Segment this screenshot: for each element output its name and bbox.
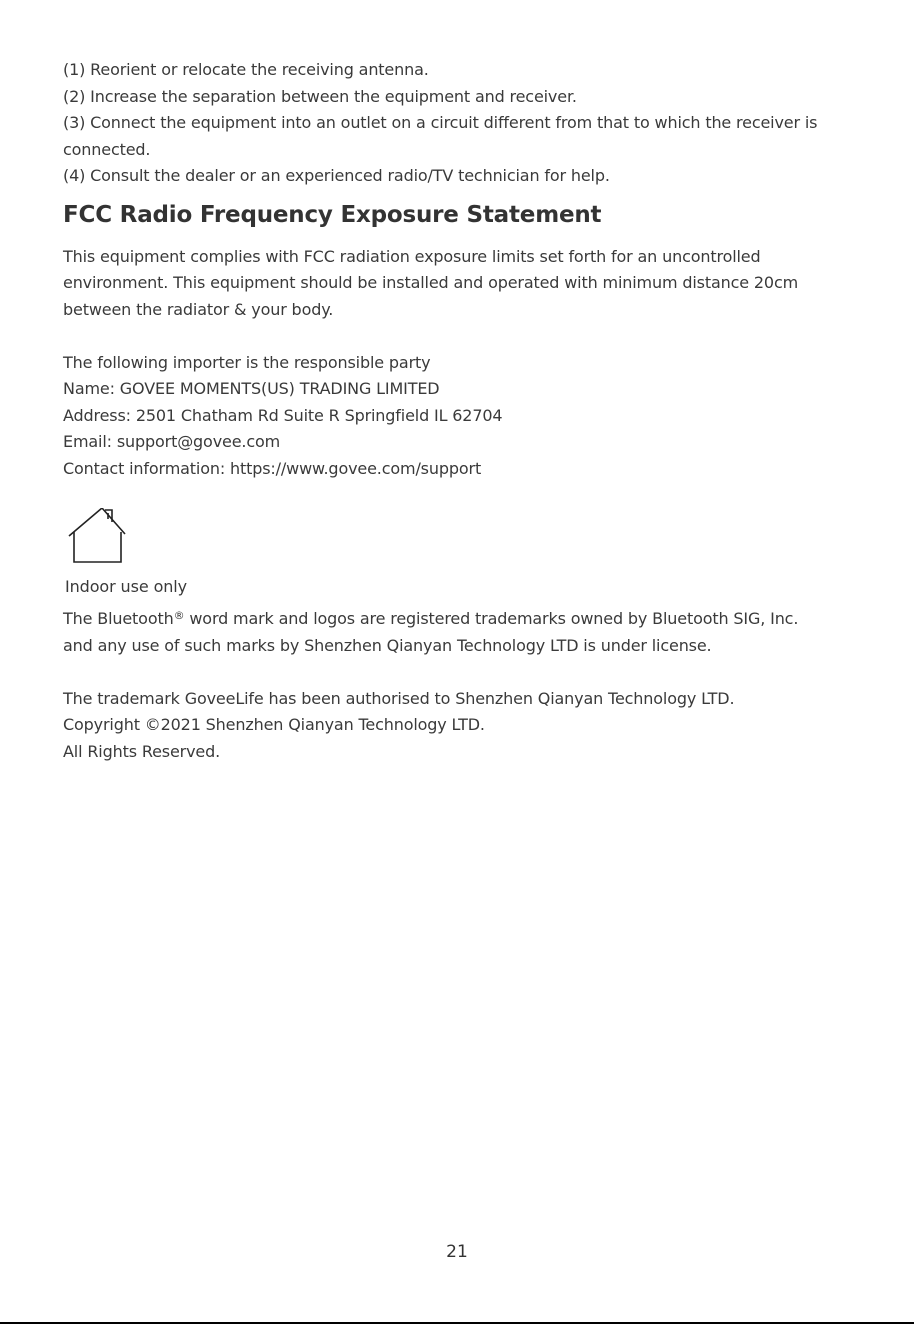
page-number: 21 [446, 1242, 468, 1262]
fcc-heading: FCC Radio Frequency Exposure Statement [63, 201, 602, 228]
step-line: connected. [63, 139, 151, 159]
importer-name: Name: GOVEE MOMENTS(US) TRADING LIMITED [63, 379, 440, 398]
bluetooth-line-2: and any use of such marks by Shenzhen Qianyan Technology LTD is under license. [63, 635, 712, 655]
bluetooth-block [63, 606, 863, 659]
house-icon [65, 508, 127, 564]
spacer [63, 659, 863, 686]
trademark-block [63, 686, 863, 766]
bluetooth-line-1 [63, 606, 863, 633]
step-line: (3) Connect the equipment into an outlet on a circuit different from that to which the receiver is [63, 113, 818, 132]
fcc-body [63, 244, 863, 324]
bluetooth-pre: The Bluetooth [63, 609, 174, 628]
importer-intro: The following importer is the responsible party [63, 352, 431, 372]
fcc-body-line: between the radiator & your body. [63, 299, 334, 319]
step-line: (2) Increase the separation between the equipment and receiver. [63, 86, 577, 106]
importer-email: Email: support@govee.com [63, 432, 281, 451]
bluetooth-post: word mark and logos are registered trademarks owned by Bluetooth SIG, Inc. [184, 609, 799, 628]
importer-address: Address: 2501 Chatham Rd Suite R Springfield IL 62704 [63, 405, 503, 425]
interference-steps [63, 57, 863, 190]
fcc-body-line: This equipment complies with FCC radiation exposure limits set forth for an uncontrolled [63, 246, 761, 266]
rights-line: All Rights Reserved. [63, 741, 221, 761]
importer-block [63, 350, 863, 483]
registered-mark: ® [173, 609, 185, 622]
spacer [63, 323, 863, 350]
step-line: (1) Reorient or relocate the receiving antenna. [63, 60, 429, 79]
step-line: (4) Consult the dealer or an experienced radio/TV technician for help. [63, 166, 610, 185]
fcc-body-line: environment. This equipment should be installed and operated with minimum distance 20cm [63, 273, 799, 292]
indoor-label: Indoor use only [65, 577, 188, 596]
trademark-line: The trademark GoveeLife has been authorised to Shenzhen Qianyan Technology LTD. [63, 688, 735, 708]
document-page [63, 57, 863, 765]
importer-contact: Contact information: https://www.govee.com/support [63, 458, 482, 478]
copyright-line: Copyright ©2021 Shenzhen Qianyan Technology LTD. [63, 715, 485, 734]
